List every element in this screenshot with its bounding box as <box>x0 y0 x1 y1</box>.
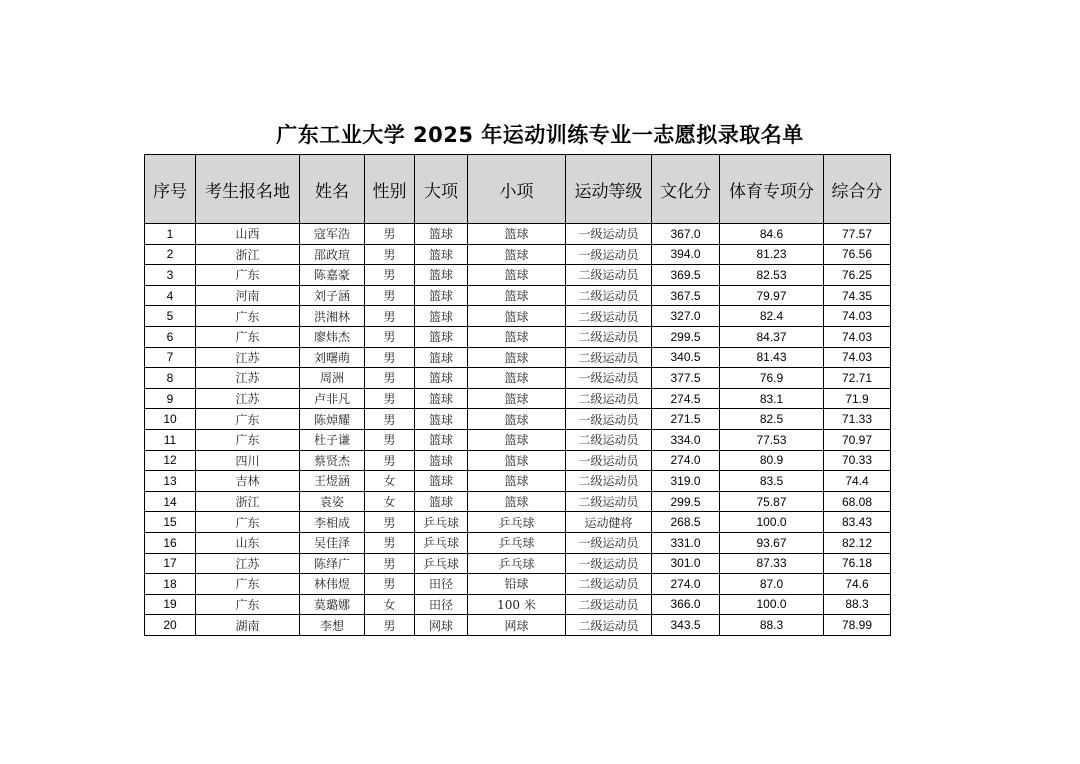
cell-region: 浙江 <box>196 244 300 265</box>
cell-gender: 男 <box>365 574 415 595</box>
cell-event: 铅球 <box>468 574 566 595</box>
cell-total-score: 76.25 <box>824 265 891 286</box>
cell-name: 陈嘉豪 <box>300 265 365 286</box>
cell-name: 刘曙萌 <box>300 347 365 368</box>
cell-culture-score: 327.0 <box>652 306 720 327</box>
cell-culture-score: 274.5 <box>652 388 720 409</box>
cell-total-score: 72.71 <box>824 368 891 389</box>
header-culture-score: 文化分 <box>652 155 720 224</box>
cell-name: 洪湘林 <box>300 306 365 327</box>
cell-culture-score: 369.5 <box>652 265 720 286</box>
cell-index: 20 <box>145 615 196 636</box>
cell-index: 1 <box>145 224 196 245</box>
cell-region: 广东 <box>196 326 300 347</box>
cell-event: 篮球 <box>468 224 566 245</box>
cell-region: 广东 <box>196 409 300 430</box>
cell-index: 19 <box>145 594 196 615</box>
cell-name: 刘子涵 <box>300 285 365 306</box>
cell-level: 一级运动员 <box>566 224 652 245</box>
cell-sport: 乒乓球 <box>415 553 468 574</box>
table-row <box>145 306 891 327</box>
cell-total-score: 77.57 <box>824 224 891 245</box>
cell-culture-score: 394.0 <box>652 244 720 265</box>
cell-level: 二级运动员 <box>566 615 652 636</box>
cell-total-score: 71.9 <box>824 388 891 409</box>
cell-sport: 篮球 <box>415 224 468 245</box>
cell-level: 一级运动员 <box>566 244 652 265</box>
table-row <box>145 512 891 533</box>
cell-gender: 男 <box>365 553 415 574</box>
cell-total-score: 76.56 <box>824 244 891 265</box>
cell-sport-score: 77.53 <box>720 429 824 450</box>
table-row <box>145 450 891 471</box>
cell-gender: 男 <box>365 224 415 245</box>
admission-list-table <box>144 154 891 636</box>
cell-sport-score: 81.23 <box>720 244 824 265</box>
cell-gender: 男 <box>365 409 415 430</box>
cell-gender: 男 <box>365 450 415 471</box>
cell-region: 四川 <box>196 450 300 471</box>
cell-region: 浙江 <box>196 491 300 512</box>
cell-region: 广东 <box>196 512 300 533</box>
cell-region: 江苏 <box>196 388 300 409</box>
cell-event: 篮球 <box>468 491 566 512</box>
cell-level: 二级运动员 <box>566 326 652 347</box>
cell-culture-score: 367.0 <box>652 224 720 245</box>
cell-gender: 男 <box>365 368 415 389</box>
cell-index: 10 <box>145 409 196 430</box>
header-gender: 性别 <box>365 155 415 224</box>
cell-name: 陈焯耀 <box>300 409 365 430</box>
cell-event: 100 米 <box>468 594 566 615</box>
cell-sport-score: 88.3 <box>720 615 824 636</box>
cell-name: 寇军浩 <box>300 224 365 245</box>
cell-event: 篮球 <box>468 347 566 368</box>
cell-sport-score: 83.1 <box>720 388 824 409</box>
cell-sport-score: 75.87 <box>720 491 824 512</box>
cell-level: 运动健将 <box>566 512 652 533</box>
table-row <box>145 409 891 430</box>
cell-total-score: 74.6 <box>824 574 891 595</box>
cell-sport: 田径 <box>415 594 468 615</box>
cell-level: 二级运动员 <box>566 471 652 492</box>
cell-index: 17 <box>145 553 196 574</box>
cell-level: 一级运动员 <box>566 553 652 574</box>
cell-name: 蔡贤杰 <box>300 450 365 471</box>
cell-culture-score: 274.0 <box>652 450 720 471</box>
cell-name: 林伟煜 <box>300 574 365 595</box>
cell-index: 15 <box>145 512 196 533</box>
cell-culture-score: 340.5 <box>652 347 720 368</box>
table-row <box>145 224 891 245</box>
cell-sport: 篮球 <box>415 368 468 389</box>
cell-sport: 篮球 <box>415 306 468 327</box>
cell-sport: 网球 <box>415 615 468 636</box>
cell-total-score: 70.97 <box>824 429 891 450</box>
cell-region: 江苏 <box>196 347 300 368</box>
cell-total-score: 78.99 <box>824 615 891 636</box>
cell-total-score: 74.35 <box>824 285 891 306</box>
cell-name: 王煜涵 <box>300 471 365 492</box>
cell-region: 湖南 <box>196 615 300 636</box>
cell-culture-score: 343.5 <box>652 615 720 636</box>
cell-culture-score: 274.0 <box>652 574 720 595</box>
cell-level: 一级运动员 <box>566 450 652 471</box>
cell-index: 18 <box>145 574 196 595</box>
cell-index: 11 <box>145 429 196 450</box>
cell-culture-score: 366.0 <box>652 594 720 615</box>
cell-sport-score: 87.0 <box>720 574 824 595</box>
table-body <box>145 224 891 636</box>
cell-sport: 篮球 <box>415 285 468 306</box>
cell-sport-score: 83.5 <box>720 471 824 492</box>
table-row <box>145 347 891 368</box>
cell-total-score: 82.12 <box>824 532 891 553</box>
cell-total-score: 76.18 <box>824 553 891 574</box>
header-total-score: 综合分 <box>824 155 891 224</box>
cell-gender: 男 <box>365 306 415 327</box>
header-sport-score: 体育专项分 <box>720 155 824 224</box>
cell-sport-score: 100.0 <box>720 512 824 533</box>
cell-region: 河南 <box>196 285 300 306</box>
table-row <box>145 265 891 286</box>
cell-sport: 篮球 <box>415 429 468 450</box>
table-row <box>145 594 891 615</box>
cell-level: 二级运动员 <box>566 306 652 327</box>
header-level: 运动等级 <box>566 155 652 224</box>
cell-index: 8 <box>145 368 196 389</box>
cell-sport-score: 82.5 <box>720 409 824 430</box>
cell-sport-score: 81.43 <box>720 347 824 368</box>
cell-event: 篮球 <box>468 326 566 347</box>
cell-gender: 男 <box>365 326 415 347</box>
cell-level: 二级运动员 <box>566 265 652 286</box>
cell-region: 广东 <box>196 429 300 450</box>
header-region: 考生报名地 <box>196 155 300 224</box>
cell-region: 江苏 <box>196 553 300 574</box>
cell-gender: 男 <box>365 244 415 265</box>
cell-name: 杜子谦 <box>300 429 365 450</box>
cell-region: 山东 <box>196 532 300 553</box>
cell-level: 二级运动员 <box>566 491 652 512</box>
header-name: 姓名 <box>300 155 365 224</box>
cell-gender: 女 <box>365 471 415 492</box>
cell-gender: 男 <box>365 285 415 306</box>
cell-sport-score: 82.4 <box>720 306 824 327</box>
cell-event: 篮球 <box>468 388 566 409</box>
cell-region: 江苏 <box>196 368 300 389</box>
table-header-row <box>145 155 891 224</box>
cell-gender: 男 <box>365 265 415 286</box>
table-row <box>145 553 891 574</box>
cell-name: 卢非凡 <box>300 388 365 409</box>
cell-culture-score: 319.0 <box>652 471 720 492</box>
cell-region: 广东 <box>196 594 300 615</box>
cell-event: 篮球 <box>468 306 566 327</box>
table-row <box>145 388 891 409</box>
cell-gender: 男 <box>365 388 415 409</box>
table-row <box>145 471 891 492</box>
cell-total-score: 74.03 <box>824 347 891 368</box>
cell-name: 廖炜杰 <box>300 326 365 347</box>
cell-level: 二级运动员 <box>566 347 652 368</box>
cell-culture-score: 301.0 <box>652 553 720 574</box>
cell-name: 莫璐娜 <box>300 594 365 615</box>
cell-gender: 女 <box>365 491 415 512</box>
table-row <box>145 285 891 306</box>
header-index: 序号 <box>145 155 196 224</box>
cell-event: 网球 <box>468 615 566 636</box>
table-row <box>145 491 891 512</box>
cell-region: 山西 <box>196 224 300 245</box>
cell-event: 篮球 <box>468 265 566 286</box>
cell-culture-score: 377.5 <box>652 368 720 389</box>
cell-region: 广东 <box>196 265 300 286</box>
table-row <box>145 244 891 265</box>
cell-index: 14 <box>145 491 196 512</box>
cell-level: 二级运动员 <box>566 429 652 450</box>
cell-total-score: 68.08 <box>824 491 891 512</box>
cell-gender: 男 <box>365 347 415 368</box>
cell-index: 6 <box>145 326 196 347</box>
cell-total-score: 71.33 <box>824 409 891 430</box>
cell-sport-score: 84.37 <box>720 326 824 347</box>
cell-index: 2 <box>145 244 196 265</box>
cell-gender: 男 <box>365 532 415 553</box>
cell-total-score: 74.03 <box>824 326 891 347</box>
cell-culture-score: 268.5 <box>652 512 720 533</box>
cell-culture-score: 367.5 <box>652 285 720 306</box>
cell-event: 乒乓球 <box>468 532 566 553</box>
table-row <box>145 326 891 347</box>
cell-sport: 篮球 <box>415 450 468 471</box>
cell-name: 陈绎广 <box>300 553 365 574</box>
cell-event: 篮球 <box>468 429 566 450</box>
table-row <box>145 368 891 389</box>
cell-culture-score: 271.5 <box>652 409 720 430</box>
table-row <box>145 615 891 636</box>
cell-sport: 篮球 <box>415 326 468 347</box>
document-title: 广东工业大学 2025 年运动训练专业一志愿拟录取名单 <box>276 123 804 147</box>
table-row <box>145 574 891 595</box>
cell-name: 李想 <box>300 615 365 636</box>
cell-sport: 田径 <box>415 574 468 595</box>
cell-level: 一级运动员 <box>566 532 652 553</box>
cell-sport: 篮球 <box>415 471 468 492</box>
cell-event: 篮球 <box>468 471 566 492</box>
cell-sport: 篮球 <box>415 388 468 409</box>
cell-sport-score: 93.67 <box>720 532 824 553</box>
table-row <box>145 532 891 553</box>
cell-sport-score: 100.0 <box>720 594 824 615</box>
cell-name: 袁姿 <box>300 491 365 512</box>
cell-event: 乒乓球 <box>468 512 566 533</box>
cell-sport-score: 82.53 <box>720 265 824 286</box>
cell-event: 篮球 <box>468 450 566 471</box>
cell-sport: 篮球 <box>415 409 468 430</box>
cell-level: 二级运动员 <box>566 594 652 615</box>
cell-sport-score: 80.9 <box>720 450 824 471</box>
cell-sport: 篮球 <box>415 244 468 265</box>
cell-index: 3 <box>145 265 196 286</box>
cell-region: 吉林 <box>196 471 300 492</box>
cell-sport: 乒乓球 <box>415 532 468 553</box>
cell-event: 篮球 <box>468 409 566 430</box>
cell-index: 9 <box>145 388 196 409</box>
cell-total-score: 83.43 <box>824 512 891 533</box>
cell-event: 篮球 <box>468 285 566 306</box>
cell-total-score: 70.33 <box>824 450 891 471</box>
cell-culture-score: 299.5 <box>652 491 720 512</box>
cell-level: 二级运动员 <box>566 388 652 409</box>
cell-sport: 乒乓球 <box>415 512 468 533</box>
cell-index: 12 <box>145 450 196 471</box>
cell-index: 16 <box>145 532 196 553</box>
cell-sport-score: 76.9 <box>720 368 824 389</box>
cell-culture-score: 331.0 <box>652 532 720 553</box>
cell-sport: 篮球 <box>415 491 468 512</box>
cell-sport: 篮球 <box>415 347 468 368</box>
header-sport: 大项 <box>415 155 468 224</box>
cell-index: 5 <box>145 306 196 327</box>
cell-total-score: 74.03 <box>824 306 891 327</box>
cell-gender: 男 <box>365 615 415 636</box>
cell-name: 李相成 <box>300 512 365 533</box>
cell-gender: 男 <box>365 429 415 450</box>
cell-culture-score: 334.0 <box>652 429 720 450</box>
cell-region: 广东 <box>196 574 300 595</box>
cell-level: 一级运动员 <box>566 368 652 389</box>
cell-total-score: 88.3 <box>824 594 891 615</box>
cell-total-score: 74.4 <box>824 471 891 492</box>
cell-gender: 女 <box>365 594 415 615</box>
cell-level: 二级运动员 <box>566 574 652 595</box>
header-event: 小项 <box>468 155 566 224</box>
cell-region: 广东 <box>196 306 300 327</box>
cell-level: 一级运动员 <box>566 409 652 430</box>
cell-event: 乒乓球 <box>468 553 566 574</box>
cell-index: 13 <box>145 471 196 492</box>
cell-index: 4 <box>145 285 196 306</box>
cell-culture-score: 299.5 <box>652 326 720 347</box>
cell-event: 篮球 <box>468 368 566 389</box>
cell-sport: 篮球 <box>415 265 468 286</box>
cell-name: 吴佳泽 <box>300 532 365 553</box>
cell-level: 二级运动员 <box>566 285 652 306</box>
cell-index: 7 <box>145 347 196 368</box>
cell-sport-score: 87.33 <box>720 553 824 574</box>
cell-sport-score: 79.97 <box>720 285 824 306</box>
cell-sport-score: 84.6 <box>720 224 824 245</box>
cell-name: 邵政瑄 <box>300 244 365 265</box>
table-row <box>145 429 891 450</box>
cell-name: 周洲 <box>300 368 365 389</box>
cell-event: 篮球 <box>468 244 566 265</box>
cell-gender: 男 <box>365 512 415 533</box>
